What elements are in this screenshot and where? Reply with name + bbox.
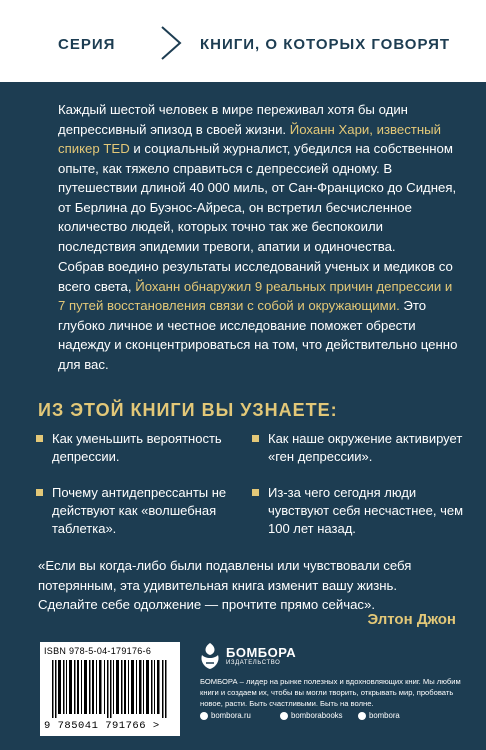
learn-bullet [268, 430, 468, 466]
barcode-bars-icon [52, 660, 170, 718]
bullet-text: Из-за чего сегодня люди чувствуют себя несчастнее, чем 100 лет назад. [268, 485, 464, 536]
publisher-subtitle: ИЗДАТЕЛЬСТВО [226, 660, 281, 666]
globe-icon [200, 712, 208, 720]
bullet-text: Как уменьшить вероятность депрессии. [52, 431, 222, 464]
paragraph-text: и социальный журналист, убедился на собственном опыте, как тяжело справиться с депрессией одному. В путешествии длиной 40 000 миль, от Сан-Франциско до Сиднея, от Берлина до Буэнос-Айреса, он встретил бесчисленное количество людей, которых точно так же беспокоили последствия эпидемии тревоги, апатии и одиночества. [58, 141, 457, 254]
quote-author: Элтон Джон [367, 611, 456, 628]
barcode-digits: 9 785041 791766 > [44, 720, 160, 732]
description-paragraph-1 [58, 100, 458, 256]
bombora-logo-icon [198, 641, 222, 671]
chevron-right-icon [158, 25, 184, 61]
learn-title: ИЗ ЭТОЙ КНИГИ ВЫ УЗНАЕТЕ: [38, 400, 338, 420]
endorsement-quote: «Если вы когда-либо были подавлены или чувствовали себя потерянным, эта удивительная книга изменит вашу жизнь. Сделайте себе одолжение — прочтите прямо сейчас». [38, 558, 412, 612]
barcode [40, 642, 180, 736]
vk-icon [280, 712, 288, 720]
paragraph-highlight: Йоханн обнаружил 9 реальных причин депрессии и 7 путей восстановления связи с собой и окружающими. [58, 278, 453, 313]
bullet-square-icon [36, 489, 43, 496]
isbn-text: ISBN 978-5-04-179176-6 [44, 646, 152, 656]
bullet-text: Как наше окружение активирует «ген депрессии». [268, 431, 463, 464]
learn-bullet [52, 484, 232, 538]
series-name: КНИГИ, О КОТОРЫХ ГОВОРЯТ [200, 36, 451, 53]
bullet-square-icon [252, 435, 259, 442]
social-link-vk[interactable] [280, 711, 343, 720]
social-link-website[interactable] [200, 711, 251, 720]
bullet-square-icon [36, 435, 43, 442]
publisher-description: БОМБОРА – лидер на рынке полезных и вдохновляющих книг. Мы любим книги и создаем их, чтобы вы могли творить, открывать мир, пробовать новое, расти. Быть счастливыми. Быть на волне. [200, 677, 461, 708]
social-link-label: bombora.ru [211, 711, 251, 720]
publisher-name: БОМБОРА [226, 645, 297, 660]
telegram-icon [358, 712, 366, 720]
paragraph-text: Каждый шестой человек в мире переживал хотя бы один депрессивный эпизод в своей жизни. [58, 102, 408, 137]
paragraph-text: Это глубоко личное и честное исследование поможет обрести надежду и сконцентрироваться на том, что действительно ценно для вас. [58, 298, 458, 372]
bullet-text: Почему антидепрессанты не действуют как «волшебная таблетка». [52, 485, 227, 536]
description-paragraph-2 [58, 257, 458, 374]
paragraph-text: Собрав воедино результаты исследований ученых и медиков со всего света, [58, 259, 453, 294]
series-bar [0, 0, 486, 82]
social-link-label: bombora [369, 711, 400, 720]
learn-bullet [268, 484, 468, 538]
social-link-label: bomborabooks [291, 711, 343, 720]
social-link-telegram[interactable] [358, 711, 400, 720]
bullet-square-icon [252, 489, 259, 496]
series-label: СЕРИЯ [58, 36, 116, 53]
learn-bullet [52, 430, 232, 466]
paragraph-highlight: Йоханн Хари, известный спикер TED [58, 121, 441, 156]
